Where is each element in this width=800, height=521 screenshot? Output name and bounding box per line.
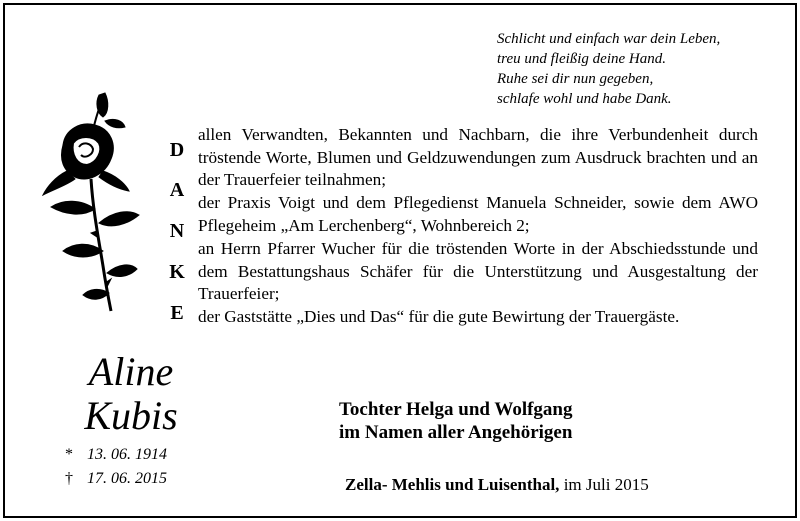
danke-letter: A — [169, 179, 185, 201]
obituary-card — [3, 3, 797, 518]
death-date: 17. 06. 2015 — [87, 470, 167, 487]
rose-icon — [33, 91, 143, 313]
life-dates — [65, 443, 167, 491]
star-icon: * — [65, 446, 73, 463]
place-date — [345, 474, 649, 496]
family-line: Tochter Helga und Wolfgang — [339, 399, 573, 420]
family-signature — [339, 398, 573, 444]
danke-letter: K — [169, 261, 185, 283]
danke-letter: N — [169, 220, 185, 242]
thanks-paragraph: an Herrn Pfarrer Wucher für die tröstenden Worte in der Abschiedsstunde und dem Bestattungshaus Schäfer für die Unterstützung und Ausgestaltung der Trauerfeier; — [198, 238, 758, 304]
last-name: Kubis — [84, 393, 178, 438]
thanks-paragraph: allen Verwandten, Bekannten und Nachbarn, die ihre Verbundenheit durch tröstende Worte, Blumen und Geldzuwendungen zum Ausdruck brachten und an der Trauerfeier teilnahmen; — [198, 125, 758, 190]
thanks-paragraph: der Praxis Voigt und dem Pflegedienst Manuela Schneider, sowie dem AWO Pflegeheim „Am Lerchenberg“, Wohnbereich 2; — [198, 193, 758, 235]
place-location: Zella- Mehlis und Luisenthal, — [345, 475, 560, 494]
birth-date: 13. 06. 1914 — [87, 446, 167, 463]
cross-icon: † — [65, 470, 73, 487]
deceased-name — [61, 350, 201, 438]
first-name: Aline — [88, 349, 174, 394]
danke-letter: D — [169, 139, 185, 161]
family-line: im Namen aller Angehörigen — [339, 422, 573, 443]
poem-line: Schlicht und einfach war dein Leben, — [497, 31, 721, 47]
poem-line: schlafe wohl und habe Dank. — [497, 91, 672, 107]
thanks-paragraph: der Gaststätte „Dies und Das“ für die gute Bewirtung der Trauergäste. — [198, 307, 680, 327]
danke-letter: E — [170, 302, 184, 324]
poem-line: treu und fleißig deine Hand. — [497, 51, 666, 67]
death-row — [65, 467, 167, 491]
poem — [497, 29, 787, 109]
thanks-text — [198, 124, 758, 329]
poem-line: Ruhe sei dir nun gegeben, — [497, 71, 654, 87]
place-month: im Juli 2015 — [559, 475, 649, 494]
birth-row — [65, 443, 167, 467]
